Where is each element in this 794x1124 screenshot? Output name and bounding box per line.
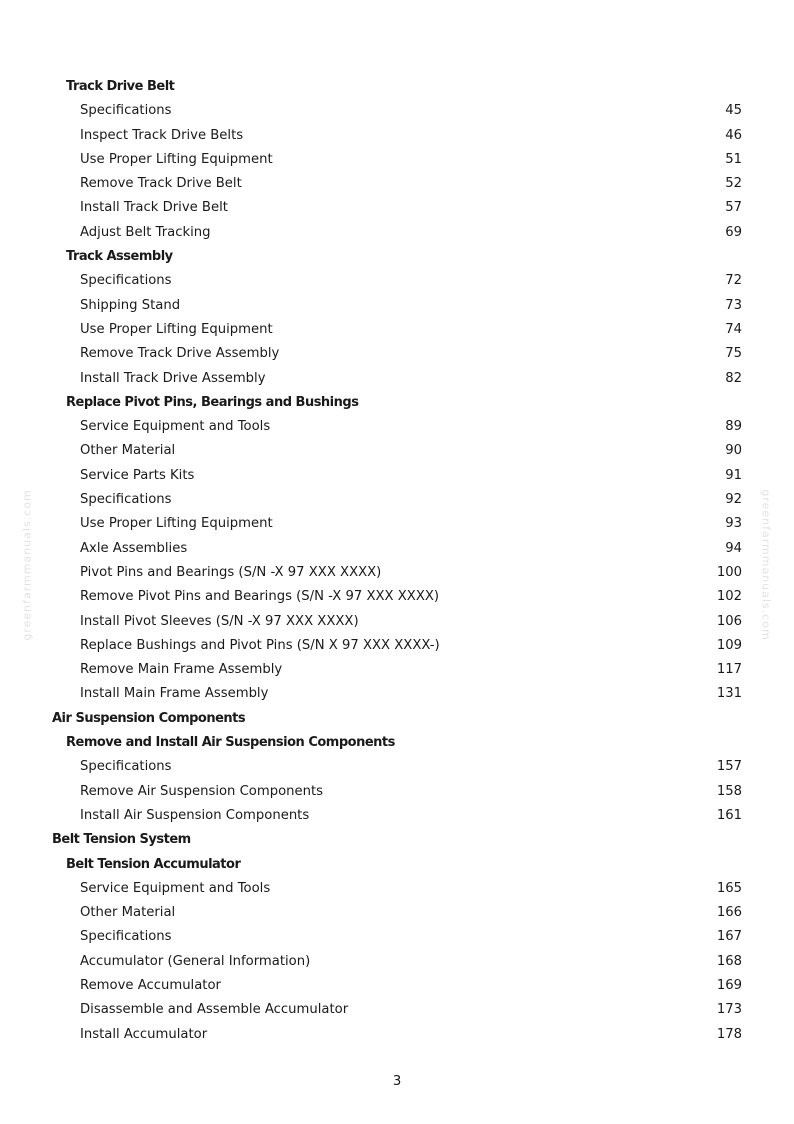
toc-section-heading[interactable] xyxy=(0,731,794,755)
toc-entry-page-number: 90 xyxy=(725,443,742,459)
toc-entry[interactable] xyxy=(0,755,794,779)
toc-entry-title: Replace Pivot Pins, Bearings and Bushings xyxy=(66,394,359,410)
toc-entry-title: Remove Track Drive Belt xyxy=(80,176,242,192)
toc-entry-title: Remove Main Frame Assembly xyxy=(80,662,283,678)
toc-entry[interactable] xyxy=(0,342,794,366)
toc-entry-title: Remove Track Drive Assembly xyxy=(80,346,280,362)
toc-entry-title: Service Equipment and Tools xyxy=(80,880,271,896)
toc-chapter-heading[interactable] xyxy=(0,828,794,852)
page-number: 3 xyxy=(392,1073,402,1089)
toc-entry[interactable] xyxy=(0,610,794,634)
toc-entry-page-number: 94 xyxy=(725,540,742,556)
table-of-contents xyxy=(0,75,794,1047)
toc-entry[interactable] xyxy=(0,974,794,998)
toc-entry[interactable] xyxy=(0,804,794,828)
toc-entry-page-number: 167 xyxy=(716,929,742,945)
toc-entry[interactable] xyxy=(0,658,794,682)
toc-entry-page-number: 168 xyxy=(716,953,742,969)
toc-entry[interactable] xyxy=(0,925,794,949)
toc-entry[interactable] xyxy=(0,269,794,293)
toc-entry-title: Remove Accumulator xyxy=(80,977,221,993)
toc-entry[interactable] xyxy=(0,512,794,536)
toc-entry-title: Track Assembly xyxy=(66,249,173,265)
toc-entry[interactable] xyxy=(0,780,794,804)
toc-entry[interactable] xyxy=(0,901,794,925)
toc-entry[interactable] xyxy=(0,877,794,901)
toc-entry[interactable] xyxy=(0,172,794,196)
toc-entry-page-number: 117 xyxy=(716,662,742,678)
toc-entry[interactable] xyxy=(0,124,794,148)
toc-entry-page-number: 46 xyxy=(725,127,742,143)
toc-entry-title: Specifications xyxy=(80,273,172,289)
toc-entry-page-number: 75 xyxy=(725,346,742,362)
toc-entry-page-number: 173 xyxy=(716,1002,742,1018)
toc-entry[interactable] xyxy=(0,950,794,974)
toc-entry[interactable] xyxy=(0,998,794,1022)
toc-entry-page-number: 45 xyxy=(725,103,742,119)
toc-entry-title: Belt Tension System xyxy=(52,832,191,848)
toc-entry-title: Remove and Install Air Suspension Components xyxy=(66,735,395,751)
toc-entry-page-number: 89 xyxy=(725,419,742,435)
toc-entry[interactable] xyxy=(0,196,794,220)
toc-entry-title: Specifications xyxy=(80,492,172,508)
toc-entry[interactable] xyxy=(0,318,794,342)
toc-entry-title: Service Parts Kits xyxy=(80,467,195,483)
toc-entry-page-number: 102 xyxy=(716,589,742,605)
toc-entry-page-number: 178 xyxy=(716,1026,742,1042)
toc-entry-page-number: 161 xyxy=(716,807,742,823)
toc-entry-title: Specifications xyxy=(80,929,172,945)
toc-entry-page-number: 51 xyxy=(725,151,742,167)
toc-section-heading[interactable] xyxy=(0,391,794,415)
toc-entry[interactable] xyxy=(0,439,794,463)
toc-entry-title: Other Material xyxy=(80,905,176,921)
toc-entry-title: Specifications xyxy=(80,759,172,775)
watermark-right: greenfarmmanuals.com xyxy=(759,489,773,641)
toc-entry-page-number: 74 xyxy=(725,321,742,337)
toc-entry-page-number: 73 xyxy=(725,297,742,313)
toc-entry-title: Air Suspension Components xyxy=(52,710,246,726)
toc-entry-title: Install Accumulator xyxy=(80,1026,208,1042)
toc-chapter-heading[interactable] xyxy=(0,707,794,731)
toc-entry-title: Specifications xyxy=(80,103,172,119)
toc-entry[interactable] xyxy=(0,1023,794,1047)
toc-entry-title: Adjust Belt Tracking xyxy=(80,224,211,240)
toc-entry-page-number: 169 xyxy=(716,977,742,993)
toc-entry[interactable] xyxy=(0,634,794,658)
toc-entry-title: Pivot Pins and Bearings (S/N -X 97 XXX XXXX) xyxy=(80,564,382,580)
toc-entry-page-number: 72 xyxy=(725,273,742,289)
toc-entry-page-number: 93 xyxy=(725,516,742,532)
toc-entry[interactable] xyxy=(0,415,794,439)
toc-entry-title: Use Proper Lifting Equipment xyxy=(80,516,273,532)
toc-entry-page-number: 100 xyxy=(716,564,742,580)
toc-entry-page-number: 158 xyxy=(716,783,742,799)
toc-entry-title: Axle Assemblies xyxy=(80,540,188,556)
toc-section-heading[interactable] xyxy=(0,245,794,269)
toc-entry-page-number: 106 xyxy=(716,613,742,629)
toc-entry-title: Use Proper Lifting Equipment xyxy=(80,321,273,337)
toc-entry-title: Use Proper Lifting Equipment xyxy=(80,151,273,167)
toc-entry[interactable] xyxy=(0,488,794,512)
toc-entry-page-number: 91 xyxy=(725,467,742,483)
toc-entry[interactable] xyxy=(0,99,794,123)
toc-entry-page-number: 165 xyxy=(716,880,742,896)
toc-entry-title: Remove Pivot Pins and Bearings (S/N -X 97 XXX XXXX) xyxy=(80,589,440,605)
toc-entry[interactable] xyxy=(0,585,794,609)
toc-entry-title: Replace Bushings and Pivot Pins (S/N X 97 XXX XXXX-) xyxy=(80,637,440,653)
toc-entry-title: Install Main Frame Assembly xyxy=(80,686,269,702)
toc-entry-page-number: 166 xyxy=(716,905,742,921)
toc-entry-page-number: 131 xyxy=(716,686,742,702)
toc-section-heading[interactable] xyxy=(0,75,794,99)
toc-entry-title: Service Equipment and Tools xyxy=(80,419,271,435)
toc-entry[interactable] xyxy=(0,148,794,172)
toc-entry-page-number: 52 xyxy=(725,176,742,192)
toc-entry-title: Disassemble and Assemble Accumulator xyxy=(80,1002,349,1018)
toc-entry[interactable] xyxy=(0,221,794,245)
toc-entry-title: Track Drive Belt xyxy=(66,79,175,94)
watermark-left: greenfarmmanuals.com xyxy=(20,489,34,641)
toc-entry-title: Shipping Stand xyxy=(80,297,181,313)
toc-entry[interactable] xyxy=(0,294,794,318)
toc-entry[interactable] xyxy=(0,367,794,391)
toc-entry-title: Remove Air Suspension Components xyxy=(80,783,324,799)
toc-entry[interactable] xyxy=(0,682,794,706)
toc-entry-page-number: 92 xyxy=(725,492,742,508)
toc-entry-title: Other Material xyxy=(80,443,176,459)
toc-entry[interactable] xyxy=(0,464,794,488)
toc-entry-page-number: 109 xyxy=(716,637,742,653)
toc-entry-title: Belt Tension Accumulator xyxy=(66,856,241,872)
toc-entry-title: Install Air Suspension Components xyxy=(80,807,310,823)
toc-entry-page-number: 57 xyxy=(725,200,742,216)
toc-entry-title: Install Track Drive Belt xyxy=(80,200,228,216)
toc-section-heading[interactable] xyxy=(0,853,794,877)
toc-entry-title: Accumulator (General Information) xyxy=(80,953,311,969)
toc-entry-page-number: 82 xyxy=(725,370,742,386)
toc-entry[interactable] xyxy=(0,537,794,561)
toc-entry-title: Inspect Track Drive Belts xyxy=(80,127,244,143)
toc-entry-title: Install Track Drive Assembly xyxy=(80,370,266,386)
toc-entry-title: Install Pivot Sleeves (S/N -X 97 XXX XXXX) xyxy=(80,613,359,629)
toc-entry-page-number: 69 xyxy=(725,224,742,240)
toc-entry[interactable] xyxy=(0,561,794,585)
toc-entry-page-number: 157 xyxy=(716,759,742,775)
